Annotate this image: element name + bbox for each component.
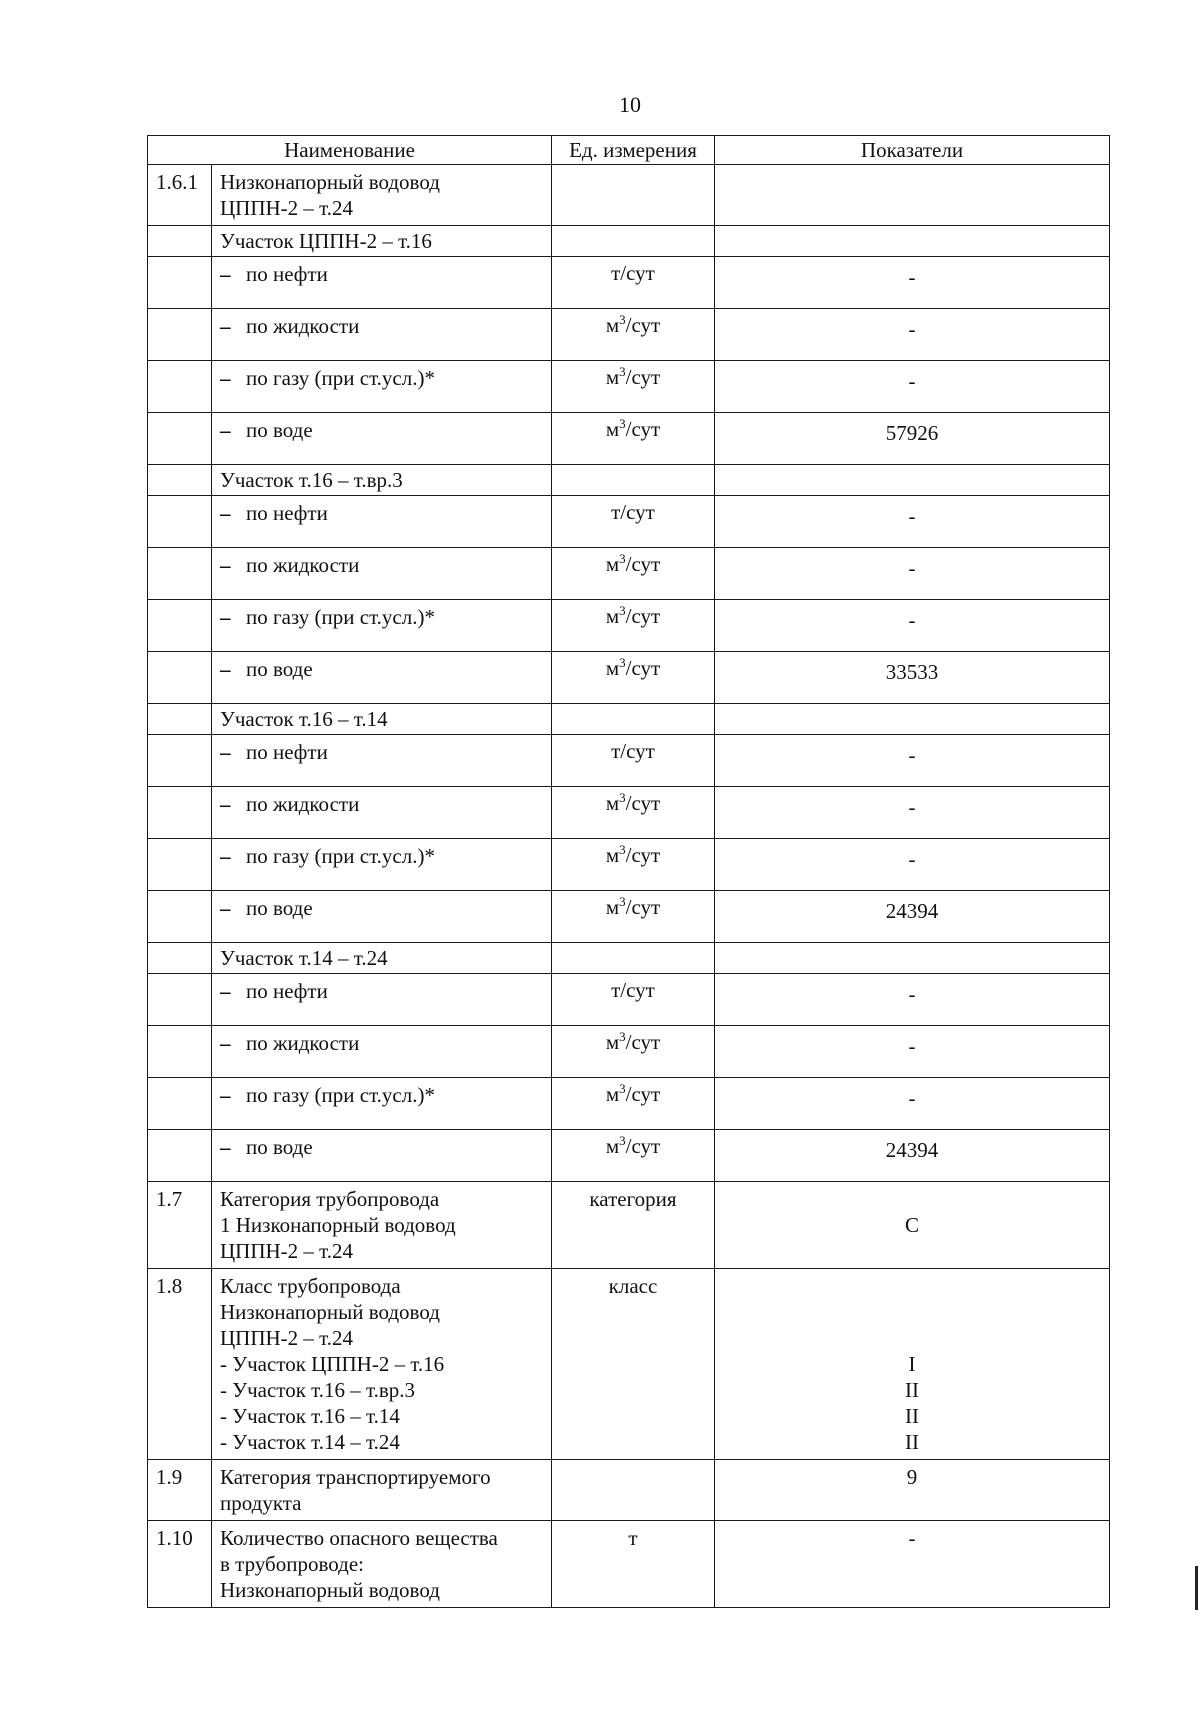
sub-label-cell — [212, 735, 552, 787]
unit-rest: /сут — [625, 791, 661, 815]
row-unit — [552, 891, 715, 943]
dash-mark: – — [220, 657, 231, 681]
dash-mark: – — [220, 605, 231, 629]
sub-label-cell — [212, 361, 552, 413]
value-line — [723, 169, 1101, 195]
unit-superscript: 3 — [619, 842, 626, 857]
row-number: 1.9 — [148, 1460, 212, 1521]
row-number-empty — [148, 548, 212, 600]
sub-label: по жидкости — [246, 1031, 360, 1055]
row-value-empty — [715, 465, 1110, 496]
column-header-value: Показатели — [715, 136, 1110, 165]
table-row-sub — [148, 735, 1110, 787]
unit-superscript: 3 — [619, 603, 626, 618]
table-row-sub — [148, 600, 1110, 652]
table-header-row — [148, 136, 1110, 165]
unit-rest: /сут — [625, 1134, 661, 1158]
row-number-empty — [148, 943, 212, 974]
name-line: Категория трубопровода — [220, 1187, 440, 1211]
name-line: - Участок т.16 – т.вр.3 — [220, 1378, 416, 1402]
value-line: 9 — [906, 1465, 918, 1489]
row-number-empty — [148, 891, 212, 943]
sub-label-cell — [212, 974, 552, 1026]
table-row-sub — [148, 652, 1110, 704]
row-name — [212, 1269, 552, 1460]
table-row-section — [148, 226, 1110, 257]
sub-label-cell — [212, 652, 552, 704]
table-row-sub — [148, 496, 1110, 548]
row-value: 57926 — [715, 413, 1110, 465]
name-line: Участок т.16 – т.вр.3 — [220, 468, 403, 492]
table-row-section — [148, 704, 1110, 735]
name-line: Низконапорный водовод — [220, 1300, 440, 1324]
sub-label: по воде — [246, 1135, 313, 1159]
section-title — [212, 943, 552, 974]
column-header-unit: Ед. измерения — [552, 136, 715, 165]
dash-mark: – — [220, 418, 231, 442]
name-line: Количество опасного вещества — [220, 1526, 498, 1550]
name-line: в трубопроводе: — [220, 1552, 364, 1576]
row-value: 24394 — [715, 1130, 1110, 1182]
row-value: - — [715, 974, 1110, 1026]
sub-label: по нефти — [246, 979, 328, 1003]
table-row-sub — [148, 787, 1110, 839]
column-header-name: Наименование — [148, 136, 552, 165]
row-number-empty — [148, 839, 212, 891]
row-value: - — [715, 1078, 1110, 1130]
row-unit-empty — [552, 704, 715, 735]
row-number-empty — [148, 257, 212, 309]
row-number-empty — [148, 1026, 212, 1078]
name-line: 1 Низконапорный водовод — [220, 1213, 456, 1237]
name-line: Низконапорный водовод — [220, 170, 440, 194]
sub-label-cell — [212, 787, 552, 839]
unit-rest: /сут — [625, 843, 661, 867]
section-title — [212, 226, 552, 257]
row-value: - — [715, 735, 1110, 787]
row-unit: категория — [552, 1182, 715, 1269]
sub-label-cell — [212, 1078, 552, 1130]
row-name — [212, 165, 552, 226]
row-unit-empty — [552, 465, 715, 496]
sub-label-cell — [212, 600, 552, 652]
unit-superscript: 3 — [619, 551, 626, 566]
table-row-item — [148, 1269, 1110, 1460]
name-line: ЦППН-2 – т.24 — [220, 1326, 354, 1350]
row-value — [715, 1269, 1110, 1460]
sub-label-cell — [212, 1130, 552, 1182]
dash-mark: – — [220, 740, 231, 764]
dash-mark: – — [220, 553, 231, 577]
row-unit — [552, 1130, 715, 1182]
row-value-empty — [715, 226, 1110, 257]
name-line: Участок т.14 – т.24 — [220, 946, 388, 970]
row-value: - — [715, 1026, 1110, 1078]
dash-mark: – — [220, 792, 231, 816]
table-row-sub — [148, 361, 1110, 413]
sub-label: по жидкости — [246, 314, 360, 338]
name-line: Категория транспортируемого — [220, 1465, 491, 1489]
unit-base: м — [605, 791, 620, 815]
row-unit — [552, 548, 715, 600]
table-row-sub — [148, 1026, 1110, 1078]
row-number: 1.8 — [148, 1269, 212, 1460]
name-line: ЦППН-2 – т.24 — [220, 1239, 354, 1263]
dash-mark: – — [220, 501, 231, 525]
unit-base: м — [605, 552, 620, 576]
specs-table — [147, 135, 1110, 1608]
sub-label-cell — [212, 891, 552, 943]
unit-superscript: 3 — [619, 894, 626, 909]
sub-label: по газу (при ст.усл.)* — [246, 366, 435, 390]
row-value — [715, 1521, 1110, 1608]
unit-base: м — [605, 843, 620, 867]
sub-label: по нефти — [246, 501, 328, 525]
value-line — [723, 1186, 1101, 1212]
row-unit-empty — [552, 226, 715, 257]
value-line: I — [908, 1352, 916, 1376]
row-number-empty — [148, 600, 212, 652]
dash-mark: – — [220, 262, 231, 286]
section-title — [212, 465, 552, 496]
name-line: продукта — [220, 1491, 302, 1515]
table-row-sub — [148, 839, 1110, 891]
table-row-section — [148, 465, 1110, 496]
value-line — [723, 1273, 1101, 1299]
sub-label-cell — [212, 1026, 552, 1078]
name-line: Участок ЦППН-2 – т.16 — [220, 229, 432, 253]
sub-label-cell — [212, 839, 552, 891]
row-name — [212, 1182, 552, 1269]
sub-label: по нефти — [246, 740, 328, 764]
row-unit: т — [552, 1521, 715, 1608]
row-number-empty — [148, 735, 212, 787]
unit-base: м — [605, 365, 620, 389]
row-number-empty — [148, 361, 212, 413]
sub-label: по воде — [246, 657, 313, 681]
name-line: - Участок ЦППН-2 – т.16 — [220, 1352, 445, 1376]
row-name — [212, 1460, 552, 1521]
row-value-empty — [715, 943, 1110, 974]
dash-mark: – — [220, 1083, 231, 1107]
scan-edge-mark — [1195, 1566, 1198, 1610]
sub-label: по жидкости — [246, 792, 360, 816]
row-unit — [552, 257, 715, 309]
name-line: Участок т.16 – т.14 — [220, 707, 388, 731]
page-number: 10 — [619, 92, 641, 117]
unit-superscript: 3 — [619, 1029, 626, 1044]
row-unit — [552, 839, 715, 891]
table-row-section — [148, 943, 1110, 974]
unit-superscript: 3 — [619, 364, 626, 379]
unit-rest: /сут — [625, 656, 661, 680]
table-row-sub — [148, 413, 1110, 465]
row-value: - — [715, 361, 1110, 413]
row-value: - — [715, 309, 1110, 361]
row-unit — [552, 361, 715, 413]
name-line: Класс трубопровода — [220, 1274, 401, 1298]
unit-superscript: 3 — [619, 790, 626, 805]
value-line — [723, 1299, 1101, 1325]
dash-mark: – — [220, 314, 231, 338]
row-number: 1.7 — [148, 1182, 212, 1269]
sub-label-cell — [212, 309, 552, 361]
unit-superscript: 3 — [619, 1081, 626, 1096]
sub-label-cell — [212, 548, 552, 600]
unit-rest: /сут — [625, 417, 661, 441]
sub-label-cell — [212, 496, 552, 548]
row-number-empty — [148, 704, 212, 735]
sub-label: по газу (при ст.усл.)* — [246, 1083, 435, 1107]
unit-superscript: 3 — [619, 655, 626, 670]
row-value: - — [715, 787, 1110, 839]
table-row-item — [148, 1521, 1110, 1608]
table-row-item — [148, 1182, 1110, 1269]
unit-base: м — [605, 604, 620, 628]
row-value: - — [715, 839, 1110, 891]
section-title — [212, 704, 552, 735]
unit-rest: /сут — [625, 365, 661, 389]
unit-base: т/сут — [611, 739, 655, 763]
name-line: Низконапорный водовод — [220, 1578, 440, 1602]
table-row-item — [148, 1460, 1110, 1521]
row-unit — [552, 309, 715, 361]
row-number-empty — [148, 465, 212, 496]
row-value — [715, 1182, 1110, 1269]
unit-base: т/сут — [611, 261, 655, 285]
row-number-empty — [148, 1078, 212, 1130]
row-unit-empty — [552, 943, 715, 974]
unit-rest: /сут — [625, 1082, 661, 1106]
row-unit — [552, 165, 715, 226]
sub-label: по нефти — [246, 262, 328, 286]
row-number-empty — [148, 309, 212, 361]
value-line: II — [905, 1378, 919, 1402]
sub-label: по газу (при ст.усл.)* — [246, 844, 435, 868]
row-value — [715, 165, 1110, 226]
row-number: 1.6.1 — [148, 165, 212, 226]
value-line — [723, 1325, 1101, 1351]
row-value: 24394 — [715, 891, 1110, 943]
table-row-item — [148, 165, 1110, 226]
unit-rest: /сут — [625, 552, 661, 576]
unit-rest: /сут — [625, 313, 661, 337]
dash-mark: – — [220, 979, 231, 1003]
row-unit — [552, 1460, 715, 1521]
row-unit — [552, 496, 715, 548]
table-row-sub — [148, 1130, 1110, 1182]
unit-base: м — [605, 313, 620, 337]
sub-label-cell — [212, 413, 552, 465]
unit-superscript: 3 — [619, 312, 626, 327]
sub-label: по жидкости — [246, 553, 360, 577]
sub-label: по воде — [246, 896, 313, 920]
table-row-sub — [148, 257, 1110, 309]
table-row-sub — [148, 1078, 1110, 1130]
row-unit — [552, 600, 715, 652]
table-row-sub — [148, 891, 1110, 943]
row-unit — [552, 735, 715, 787]
unit-rest: /сут — [625, 604, 661, 628]
row-number-empty — [148, 974, 212, 1026]
row-number-empty — [148, 226, 212, 257]
table-row-sub — [148, 974, 1110, 1026]
row-number-empty — [148, 652, 212, 704]
table-row-sub — [148, 309, 1110, 361]
dash-mark: – — [220, 1031, 231, 1055]
unit-base: т/сут — [611, 500, 655, 524]
name-line: - Участок т.14 – т.24 — [220, 1430, 400, 1454]
row-number-empty — [148, 496, 212, 548]
row-value: - — [715, 600, 1110, 652]
row-value-empty — [715, 704, 1110, 735]
unit-rest: /сут — [625, 1030, 661, 1054]
unit-base: м — [605, 1082, 620, 1106]
unit-base: м — [605, 1030, 620, 1054]
row-value: - — [715, 496, 1110, 548]
row-number-empty — [148, 1130, 212, 1182]
unit-base: м — [605, 656, 620, 680]
name-line: ЦППН-2 – т.24 — [220, 196, 354, 220]
sub-label-cell — [212, 257, 552, 309]
unit-rest: /сут — [625, 895, 661, 919]
row-value: 33533 — [715, 652, 1110, 704]
row-unit — [552, 652, 715, 704]
unit-superscript: 3 — [619, 416, 626, 431]
dash-mark: – — [220, 896, 231, 920]
dash-mark: – — [220, 366, 231, 390]
unit-base: м — [605, 895, 620, 919]
row-value — [715, 1460, 1110, 1521]
row-unit: класс — [552, 1269, 715, 1460]
row-unit — [552, 413, 715, 465]
value-line: С — [904, 1213, 919, 1237]
row-number-empty — [148, 787, 212, 839]
row-unit — [552, 1078, 715, 1130]
sub-label: по газу (при ст.усл.)* — [246, 605, 435, 629]
row-unit — [552, 787, 715, 839]
value-line: II — [905, 1404, 919, 1428]
dash-mark: – — [220, 844, 231, 868]
unit-base: т/сут — [611, 978, 655, 1002]
unit-superscript: 3 — [619, 1133, 626, 1148]
sub-label: по воде — [246, 418, 313, 442]
row-unit — [552, 1026, 715, 1078]
row-number: 1.10 — [148, 1521, 212, 1608]
name-line: - Участок т.16 – т.14 — [220, 1404, 400, 1428]
unit-base: м — [605, 417, 620, 441]
row-value: - — [715, 548, 1110, 600]
row-unit — [552, 974, 715, 1026]
dash-mark: – — [220, 1135, 231, 1159]
unit-base: м — [605, 1134, 620, 1158]
table-row-sub — [148, 548, 1110, 600]
row-name — [212, 1521, 552, 1608]
row-number-empty — [148, 413, 212, 465]
row-value: - — [715, 257, 1110, 309]
value-line: - — [908, 1526, 916, 1550]
value-line: II — [905, 1430, 919, 1454]
